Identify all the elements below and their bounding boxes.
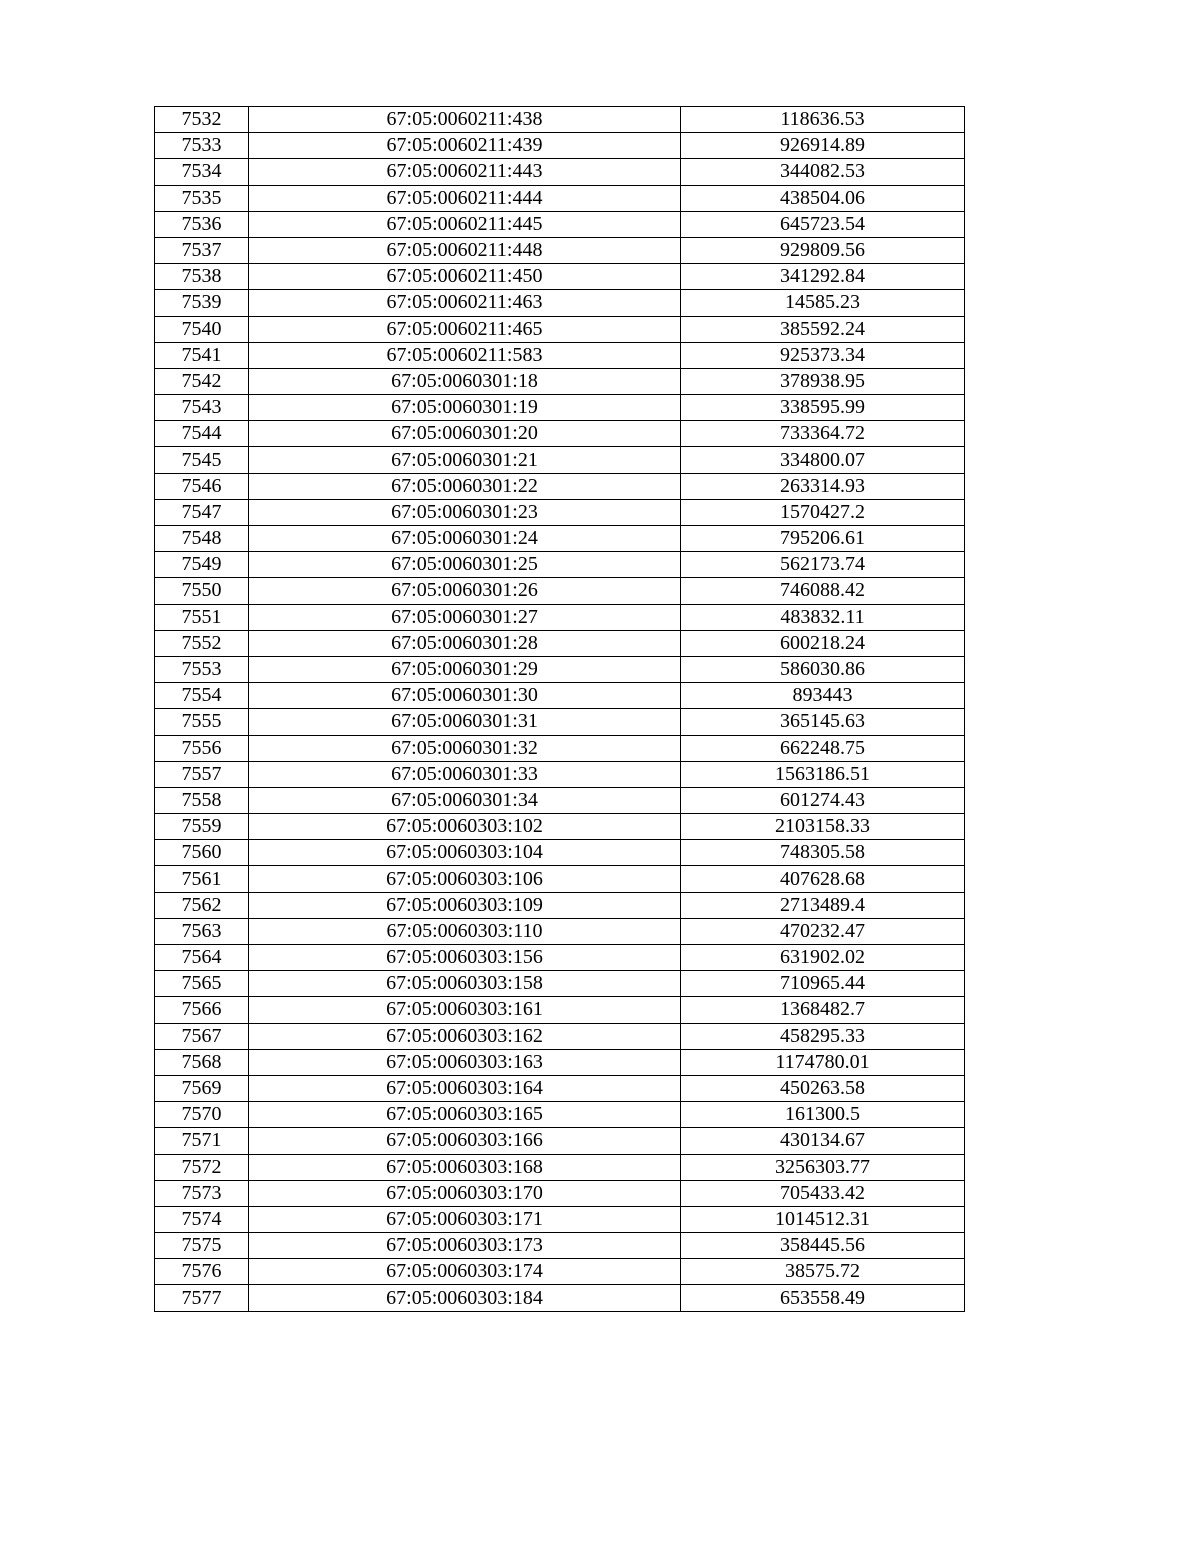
table-row bbox=[155, 133, 965, 159]
cadastral-number-cell: 67:05:0060301:30 bbox=[249, 683, 681, 709]
row-number-cell: 7574 bbox=[155, 1206, 249, 1232]
cadastral-number-cell: 67:05:0060301:23 bbox=[249, 499, 681, 525]
row-number-cell: 7567 bbox=[155, 1023, 249, 1049]
row-number-cell: 7564 bbox=[155, 945, 249, 971]
cadastral-number-cell: 67:05:0060303:164 bbox=[249, 1075, 681, 1101]
value-cell: 645723.54 bbox=[681, 211, 965, 237]
cadastral-number-cell: 67:05:0060303:165 bbox=[249, 1102, 681, 1128]
value-cell: 161300.5 bbox=[681, 1102, 965, 1128]
value-cell: 2103158.33 bbox=[681, 814, 965, 840]
value-cell: 334800.07 bbox=[681, 447, 965, 473]
table-row bbox=[155, 395, 965, 421]
cadastral-number-cell: 67:05:0060211:438 bbox=[249, 107, 681, 133]
table-row bbox=[155, 1075, 965, 1101]
table-row bbox=[155, 159, 965, 185]
value-cell: 14585.23 bbox=[681, 290, 965, 316]
table-row bbox=[155, 237, 965, 263]
row-number-cell: 7536 bbox=[155, 211, 249, 237]
value-cell: 893443 bbox=[681, 683, 965, 709]
cadastral-number-cell: 67:05:0060301:29 bbox=[249, 656, 681, 682]
value-cell: 470232.47 bbox=[681, 918, 965, 944]
table-row bbox=[155, 1102, 965, 1128]
cadastral-number-cell: 67:05:0060303:161 bbox=[249, 997, 681, 1023]
row-number-cell: 7547 bbox=[155, 499, 249, 525]
cadastral-number-cell: 67:05:0060301:25 bbox=[249, 552, 681, 578]
value-cell: 3256303.77 bbox=[681, 1154, 965, 1180]
cadastral-number-cell: 67:05:0060301:22 bbox=[249, 473, 681, 499]
row-number-cell: 7566 bbox=[155, 997, 249, 1023]
table-row bbox=[155, 316, 965, 342]
row-number-cell: 7558 bbox=[155, 787, 249, 813]
cadastral-number-cell: 67:05:0060301:20 bbox=[249, 421, 681, 447]
cadastral-number-cell: 67:05:0060303:102 bbox=[249, 814, 681, 840]
row-number-cell: 7573 bbox=[155, 1180, 249, 1206]
row-number-cell: 7544 bbox=[155, 421, 249, 447]
cadastral-number-cell: 67:05:0060303:162 bbox=[249, 1023, 681, 1049]
table-row bbox=[155, 761, 965, 787]
table-row bbox=[155, 1154, 965, 1180]
cadastral-number-cell: 67:05:0060303:110 bbox=[249, 918, 681, 944]
table-row bbox=[155, 892, 965, 918]
value-cell: 748305.58 bbox=[681, 840, 965, 866]
table-row bbox=[155, 552, 965, 578]
table-row bbox=[155, 814, 965, 840]
row-number-cell: 7577 bbox=[155, 1285, 249, 1311]
row-number-cell: 7534 bbox=[155, 159, 249, 185]
value-cell: 263314.93 bbox=[681, 473, 965, 499]
cadastral-number-cell: 67:05:0060301:18 bbox=[249, 368, 681, 394]
table-row bbox=[155, 866, 965, 892]
table-row bbox=[155, 1128, 965, 1154]
row-number-cell: 7561 bbox=[155, 866, 249, 892]
row-number-cell: 7557 bbox=[155, 761, 249, 787]
row-number-cell: 7553 bbox=[155, 656, 249, 682]
value-cell: 1563186.51 bbox=[681, 761, 965, 787]
cadastral-number-cell: 67:05:0060303:156 bbox=[249, 945, 681, 971]
table-row bbox=[155, 185, 965, 211]
value-cell: 450263.58 bbox=[681, 1075, 965, 1101]
row-number-cell: 7539 bbox=[155, 290, 249, 316]
table-row bbox=[155, 656, 965, 682]
value-cell: 1570427.2 bbox=[681, 499, 965, 525]
row-number-cell: 7552 bbox=[155, 630, 249, 656]
cadastral-number-cell: 67:05:0060303:173 bbox=[249, 1233, 681, 1259]
cadastral-number-cell: 67:05:0060303:163 bbox=[249, 1049, 681, 1075]
table-row bbox=[155, 578, 965, 604]
cadastral-number-cell: 67:05:0060303:104 bbox=[249, 840, 681, 866]
table-row bbox=[155, 107, 965, 133]
cadastral-number-cell: 67:05:0060303:158 bbox=[249, 971, 681, 997]
value-cell: 600218.24 bbox=[681, 630, 965, 656]
cadastral-number-cell: 67:05:0060303:168 bbox=[249, 1154, 681, 1180]
row-number-cell: 7570 bbox=[155, 1102, 249, 1128]
table-row bbox=[155, 1180, 965, 1206]
table-row bbox=[155, 1285, 965, 1311]
row-number-cell: 7562 bbox=[155, 892, 249, 918]
cadastral-number-cell: 67:05:0060301:34 bbox=[249, 787, 681, 813]
table-row bbox=[155, 421, 965, 447]
table-row bbox=[155, 368, 965, 394]
row-number-cell: 7550 bbox=[155, 578, 249, 604]
row-number-cell: 7563 bbox=[155, 918, 249, 944]
table-row bbox=[155, 211, 965, 237]
table-row bbox=[155, 264, 965, 290]
table-row bbox=[155, 1049, 965, 1075]
table-row bbox=[155, 526, 965, 552]
cadastral-number-cell: 67:05:0060301:33 bbox=[249, 761, 681, 787]
value-cell: 38575.72 bbox=[681, 1259, 965, 1285]
row-number-cell: 7538 bbox=[155, 264, 249, 290]
value-cell: 338595.99 bbox=[681, 395, 965, 421]
cadastral-value-table bbox=[154, 106, 965, 1312]
row-number-cell: 7559 bbox=[155, 814, 249, 840]
value-cell: 483832.11 bbox=[681, 604, 965, 630]
value-cell: 586030.86 bbox=[681, 656, 965, 682]
value-cell: 926914.89 bbox=[681, 133, 965, 159]
row-number-cell: 7533 bbox=[155, 133, 249, 159]
table-row bbox=[155, 997, 965, 1023]
row-number-cell: 7554 bbox=[155, 683, 249, 709]
value-cell: 344082.53 bbox=[681, 159, 965, 185]
row-number-cell: 7549 bbox=[155, 552, 249, 578]
row-number-cell: 7568 bbox=[155, 1049, 249, 1075]
value-cell: 458295.33 bbox=[681, 1023, 965, 1049]
value-cell: 407628.68 bbox=[681, 866, 965, 892]
cadastral-number-cell: 67:05:0060303:166 bbox=[249, 1128, 681, 1154]
row-number-cell: 7575 bbox=[155, 1233, 249, 1259]
table-row bbox=[155, 447, 965, 473]
value-cell: 1174780.01 bbox=[681, 1049, 965, 1075]
cadastral-number-cell: 67:05:0060301:27 bbox=[249, 604, 681, 630]
cadastral-number-cell: 67:05:0060301:31 bbox=[249, 709, 681, 735]
table-row bbox=[155, 1259, 965, 1285]
cadastral-number-cell: 67:05:0060303:109 bbox=[249, 892, 681, 918]
table-row bbox=[155, 499, 965, 525]
value-cell: 733364.72 bbox=[681, 421, 965, 447]
cadastral-number-cell: 67:05:0060211:444 bbox=[249, 185, 681, 211]
table-row bbox=[155, 1206, 965, 1232]
table-row bbox=[155, 683, 965, 709]
value-cell: 118636.53 bbox=[681, 107, 965, 133]
table-row bbox=[155, 473, 965, 499]
cadastral-number-cell: 67:05:0060301:24 bbox=[249, 526, 681, 552]
row-number-cell: 7560 bbox=[155, 840, 249, 866]
value-cell: 631902.02 bbox=[681, 945, 965, 971]
cadastral-number-cell: 67:05:0060303:170 bbox=[249, 1180, 681, 1206]
cadastral-number-cell: 67:05:0060301:26 bbox=[249, 578, 681, 604]
value-cell: 358445.56 bbox=[681, 1233, 965, 1259]
cadastral-number-cell: 67:05:0060303:171 bbox=[249, 1206, 681, 1232]
table-row bbox=[155, 342, 965, 368]
cadastral-number-cell: 67:05:0060211:450 bbox=[249, 264, 681, 290]
value-cell: 365145.63 bbox=[681, 709, 965, 735]
value-cell: 438504.06 bbox=[681, 185, 965, 211]
table-row bbox=[155, 971, 965, 997]
row-number-cell: 7548 bbox=[155, 526, 249, 552]
cadastral-number-cell: 67:05:0060303:184 bbox=[249, 1285, 681, 1311]
cadastral-number-cell: 67:05:0060211:443 bbox=[249, 159, 681, 185]
row-number-cell: 7556 bbox=[155, 735, 249, 761]
table-row bbox=[155, 604, 965, 630]
cadastral-number-cell: 67:05:0060211:463 bbox=[249, 290, 681, 316]
value-cell: 746088.42 bbox=[681, 578, 965, 604]
value-cell: 1368482.7 bbox=[681, 997, 965, 1023]
row-number-cell: 7551 bbox=[155, 604, 249, 630]
table-row bbox=[155, 787, 965, 813]
cadastral-number-cell: 67:05:0060211:445 bbox=[249, 211, 681, 237]
table-row bbox=[155, 1023, 965, 1049]
row-number-cell: 7532 bbox=[155, 107, 249, 133]
value-cell: 795206.61 bbox=[681, 526, 965, 552]
cadastral-number-cell: 67:05:0060211:439 bbox=[249, 133, 681, 159]
value-cell: 653558.49 bbox=[681, 1285, 965, 1311]
value-cell: 662248.75 bbox=[681, 735, 965, 761]
table-row bbox=[155, 1233, 965, 1259]
cadastral-number-cell: 67:05:0060211:448 bbox=[249, 237, 681, 263]
table-row bbox=[155, 709, 965, 735]
table-row bbox=[155, 630, 965, 656]
row-number-cell: 7576 bbox=[155, 1259, 249, 1285]
cadastral-number-cell: 67:05:0060303:174 bbox=[249, 1259, 681, 1285]
cadastral-number-cell: 67:05:0060301:19 bbox=[249, 395, 681, 421]
value-cell: 925373.34 bbox=[681, 342, 965, 368]
value-cell: 385592.24 bbox=[681, 316, 965, 342]
table-row bbox=[155, 735, 965, 761]
cadastral-number-cell: 67:05:0060211:583 bbox=[249, 342, 681, 368]
row-number-cell: 7546 bbox=[155, 473, 249, 499]
row-number-cell: 7565 bbox=[155, 971, 249, 997]
value-cell: 710965.44 bbox=[681, 971, 965, 997]
value-cell: 1014512.31 bbox=[681, 1206, 965, 1232]
value-cell: 562173.74 bbox=[681, 552, 965, 578]
row-number-cell: 7571 bbox=[155, 1128, 249, 1154]
cadastral-number-cell: 67:05:0060303:106 bbox=[249, 866, 681, 892]
value-cell: 705433.42 bbox=[681, 1180, 965, 1206]
row-number-cell: 7555 bbox=[155, 709, 249, 735]
table-body bbox=[155, 107, 965, 1312]
row-number-cell: 7540 bbox=[155, 316, 249, 342]
row-number-cell: 7569 bbox=[155, 1075, 249, 1101]
value-cell: 2713489.4 bbox=[681, 892, 965, 918]
row-number-cell: 7572 bbox=[155, 1154, 249, 1180]
row-number-cell: 7543 bbox=[155, 395, 249, 421]
row-number-cell: 7541 bbox=[155, 342, 249, 368]
value-cell: 341292.84 bbox=[681, 264, 965, 290]
table-row bbox=[155, 840, 965, 866]
value-cell: 601274.43 bbox=[681, 787, 965, 813]
value-cell: 378938.95 bbox=[681, 368, 965, 394]
value-cell: 929809.56 bbox=[681, 237, 965, 263]
cadastral-number-cell: 67:05:0060301:32 bbox=[249, 735, 681, 761]
cadastral-number-cell: 67:05:0060211:465 bbox=[249, 316, 681, 342]
value-cell: 430134.67 bbox=[681, 1128, 965, 1154]
table-row bbox=[155, 945, 965, 971]
row-number-cell: 7537 bbox=[155, 237, 249, 263]
cadastral-number-cell: 67:05:0060301:21 bbox=[249, 447, 681, 473]
row-number-cell: 7542 bbox=[155, 368, 249, 394]
table-row bbox=[155, 918, 965, 944]
cadastral-number-cell: 67:05:0060301:28 bbox=[249, 630, 681, 656]
table-row bbox=[155, 290, 965, 316]
row-number-cell: 7545 bbox=[155, 447, 249, 473]
row-number-cell: 7535 bbox=[155, 185, 249, 211]
